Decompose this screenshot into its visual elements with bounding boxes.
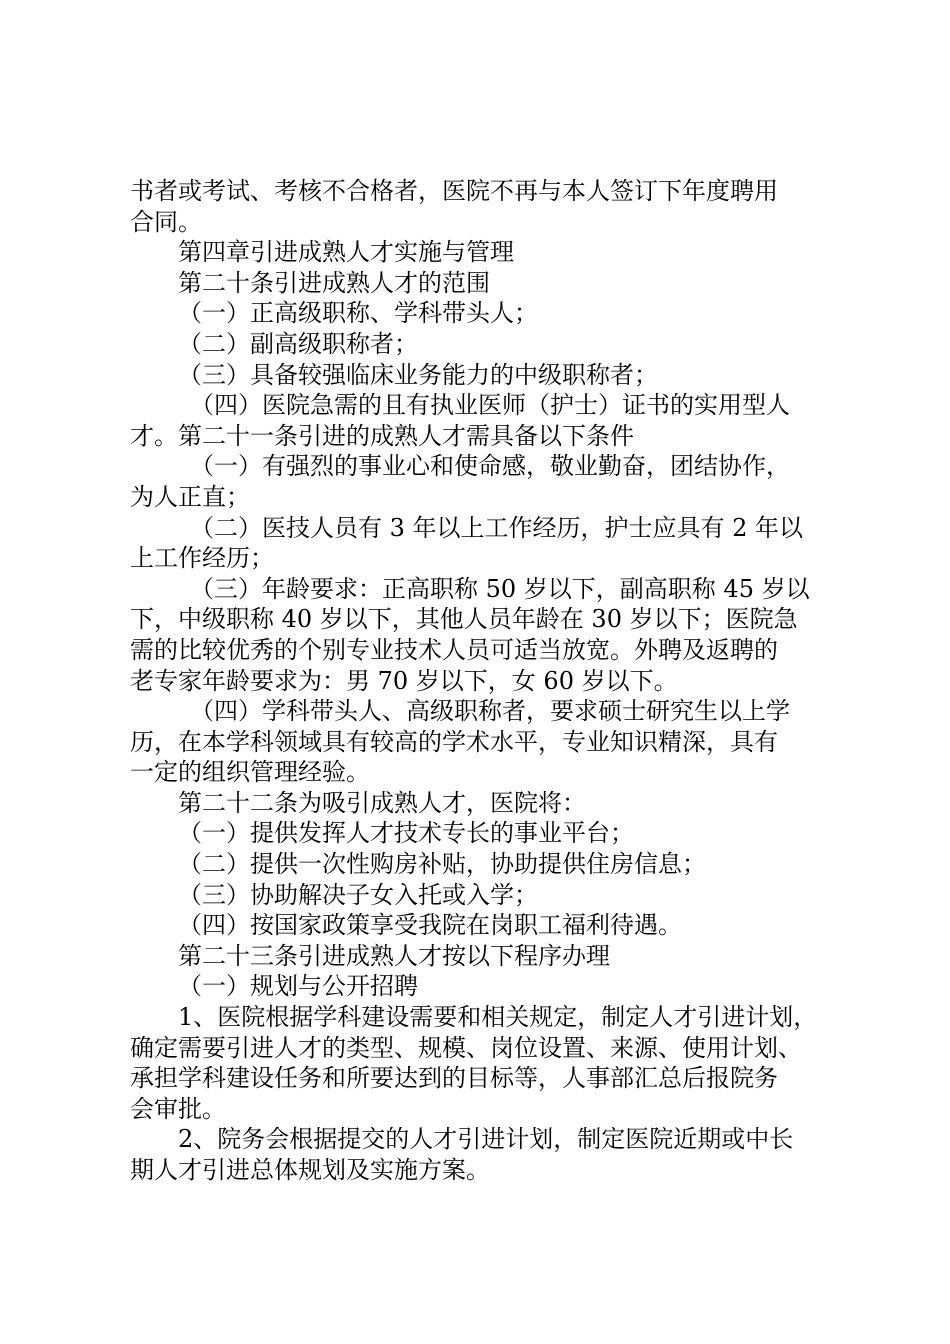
article-heading: 第二十条引进成熟人才的范围 — [178, 268, 490, 297]
list-item: （三）具备较强临床业务能力的中级职称者； — [178, 360, 658, 389]
text-line: 书者或考试、考核不合格者，医院不再与本人签订下年度聘用 — [130, 177, 778, 205]
text-line: 老专家年龄要求为：男 70 岁以下，女 60 岁以下。 — [130, 666, 678, 695]
list-item: （二）副高级职称者； — [178, 329, 418, 358]
list-item: （三）年龄要求：正高职称 50 岁以下，副高职称 45 岁以 — [190, 574, 810, 603]
list-item: （一）提供发挥人才技术专长的事业平台； — [178, 819, 634, 848]
document-body — [130, 176, 830, 1186]
text-line: 需的比较优秀的个别专业技术人员可适当放宽。外聘及返聘的 — [130, 635, 778, 664]
list-item: （一）规划与公开招聘 — [178, 972, 418, 1001]
list-item: 1、医院根据学科建设需要和相关规定，制定人才引进计划， — [178, 1003, 818, 1032]
list-item: 2、院务会根据提交的人才引进计划，制定医院近期或中长 — [178, 1125, 794, 1154]
text-line: 确定需要引进人才的类型、规模、岗位设置、来源、使用计划、 — [130, 1033, 802, 1062]
text-line: 合同。 — [130, 207, 202, 236]
text-line: 才。第二十一条引进的成熟人才需具备以下条件 — [130, 421, 634, 450]
list-item: （二）医技人员有 3 年以上工作经历，护士应具有 2 年以 — [190, 513, 804, 542]
text-line: 上工作经历； — [130, 544, 274, 573]
list-item: （四）按国家政策享受我院在岗职工福利待遇。 — [178, 911, 682, 940]
text-line: 下，中级职称 40 岁以下，其他人员年龄在 30 岁以下；医院急 — [130, 605, 798, 634]
text-line: 承担学科建设任务和所要达到的目标等，人事部汇总后报院务 — [130, 1064, 778, 1093]
chapter-heading: 第四章引进成熟人才实施与管理 — [178, 238, 514, 267]
text-line: 期人才引进总体规划及实施方案。 — [130, 1156, 490, 1184]
text-line: 历，在本学科领域具有较高的学术水平，专业知识精深，具有 — [130, 727, 778, 756]
text-line: 为人正直； — [130, 482, 250, 511]
article-heading: 第二十二条为吸引成熟人才，医院将： — [178, 788, 586, 817]
list-item: （四）学科带头人、高级职称者，要求硕士研究生以上学 — [190, 697, 790, 726]
list-item: （二）提供一次性购房补贴，协助提供住房信息； — [178, 850, 706, 879]
list-item: （一）有强烈的事业心和使命感，敬业勤奋，团结协作， — [190, 452, 790, 481]
text-line: 一定的组织管理经验。 — [130, 758, 370, 787]
list-item: （四）医院急需的且有执业医师（护士）证书的实用型人 — [190, 391, 790, 420]
list-item: （三）协助解决子女入托或入学； — [178, 880, 538, 909]
text-line: 会审批。 — [130, 1094, 226, 1123]
article-heading: 第二十三条引进成熟人才按以下程序办理 — [178, 941, 610, 970]
list-item: （一）正高级职称、学科带头人； — [178, 299, 538, 328]
